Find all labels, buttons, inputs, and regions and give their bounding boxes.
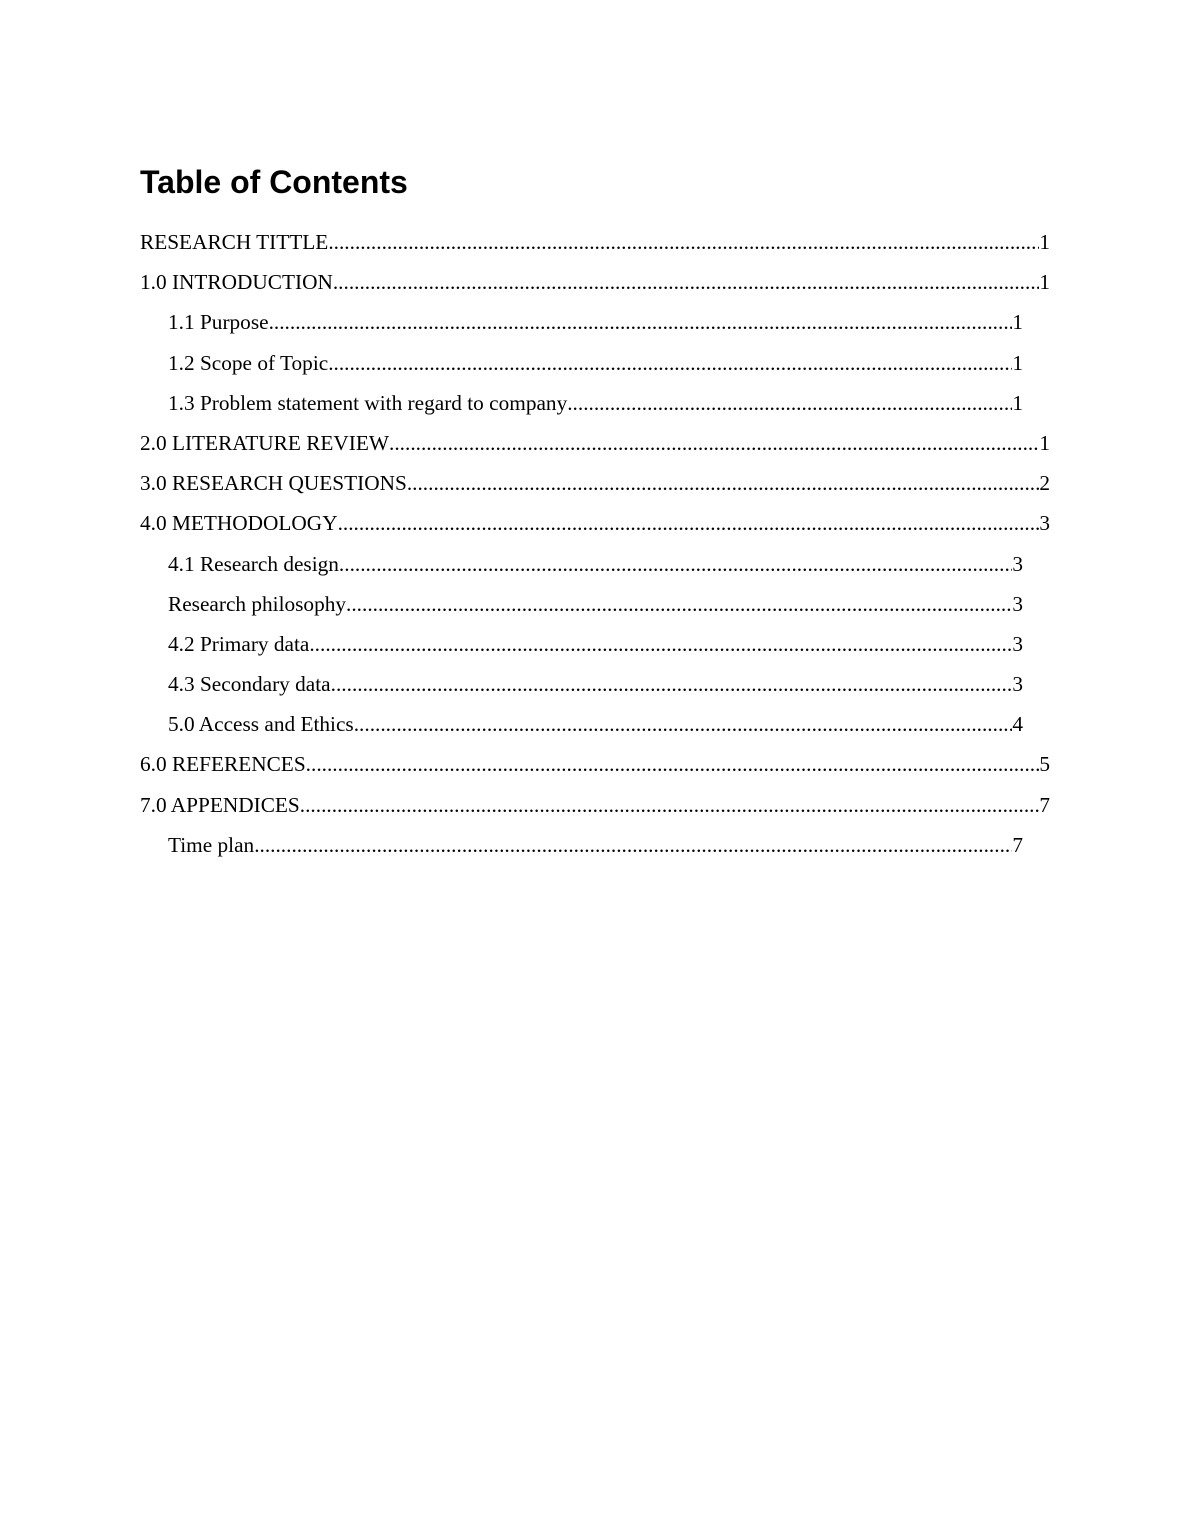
toc-entry-page-number: 5: [1039, 752, 1050, 777]
toc-dot-leader: [306, 747, 1040, 781]
toc-entry-page-number: 3: [1012, 631, 1023, 656]
toc-entry-row: [168, 707, 1023, 741]
toc-entry-title: 4.0 METHODOLOGY: [140, 511, 338, 536]
toc-entry-page-number: 4: [1012, 712, 1023, 737]
toc-entry[interactable]: [0, 747, 1190, 787]
toc-dot-leader: [389, 426, 1039, 460]
toc-dot-leader: [269, 305, 1013, 339]
toc-entry-row: [140, 426, 1050, 460]
toc-entry[interactable]: [0, 225, 1190, 265]
toc-entry-row: [140, 466, 1050, 500]
toc-entry-page-number: 1: [1012, 350, 1023, 375]
toc-entry-page-number: 3: [1039, 511, 1050, 536]
toc-entry-title: RESEARCH TITTLE: [140, 230, 329, 254]
toc-entry-page-number: 2: [1039, 471, 1050, 496]
toc-entry[interactable]: [0, 707, 1190, 747]
toc-entry-page-number: 1: [1039, 230, 1050, 254]
toc-entry-page-number: 1: [1012, 390, 1023, 415]
toc-entry-row: [168, 386, 1023, 420]
toc-entry-page-number: 3: [1012, 551, 1023, 576]
toc-dot-leader: [407, 466, 1040, 500]
toc-dot-leader: [328, 225, 1039, 259]
toc-dot-leader: [328, 346, 1012, 380]
toc-dot-leader: [254, 828, 1012, 862]
toc-entry-row: [168, 828, 1023, 862]
toc-entry-page-number: 3: [1012, 591, 1023, 616]
toc-entry-title: 4.1 Research design: [168, 551, 339, 576]
toc-entry-title: 4.2 Primary data: [168, 631, 310, 656]
toc-dot-leader: [331, 667, 1013, 701]
toc-entry[interactable]: [0, 667, 1190, 707]
toc-entry-page-number: 3: [1012, 672, 1023, 697]
toc-entry-title: 7.0 APPENDICES: [140, 792, 300, 817]
toc-entry-page-number: 7: [1012, 832, 1023, 857]
toc-entry-page-number: 1: [1012, 310, 1023, 335]
toc-entry[interactable]: [0, 627, 1190, 667]
toc-dot-leader: [338, 506, 1040, 540]
toc-entry-page-number: 7: [1039, 792, 1050, 817]
toc-entry-page-number: 1: [1039, 270, 1050, 295]
toc-entry-title: 4.3 Secondary data: [168, 672, 331, 697]
toc-entry[interactable]: [0, 587, 1190, 627]
toc-entry-row: [168, 547, 1023, 581]
toc-entry[interactable]: [0, 506, 1190, 546]
toc-entry-title: 2.0 LITERATURE REVIEW: [140, 430, 390, 455]
toc-entry-row: [140, 788, 1050, 822]
toc-entry-title: Research philosophy: [168, 591, 347, 616]
toc-entry-title: 1.1 Purpose: [168, 310, 269, 335]
toc-entry-page-number: 1: [1039, 430, 1050, 455]
toc-entry-row: [168, 627, 1023, 661]
toc-entry-title: 1.2 Scope of Topic: [168, 350, 329, 375]
toc-entry[interactable]: [0, 466, 1190, 506]
toc-entry[interactable]: [0, 547, 1190, 587]
toc-list: [0, 225, 1190, 868]
toc-entry-title: Time plan: [168, 832, 255, 857]
toc-dot-leader: [309, 627, 1012, 661]
toc-entry-title: 3.0 RESEARCH QUESTIONS: [140, 471, 407, 496]
toc-entry-row: [168, 346, 1023, 380]
toc-entry[interactable]: [0, 828, 1190, 868]
toc-entry-row: [168, 305, 1023, 339]
toc-entry-title: 6.0 REFERENCES: [140, 752, 306, 777]
toc-dot-leader: [300, 788, 1040, 822]
toc-entry[interactable]: [0, 265, 1190, 305]
toc-entry-row: [140, 747, 1050, 781]
toc-entry-title: 5.0 Access and Ethics: [168, 712, 354, 737]
toc-entry-title: 1.0 INTRODUCTION: [140, 270, 333, 295]
toc-entry-row: [168, 587, 1023, 621]
toc-dot-leader: [346, 587, 1012, 621]
toc-entry[interactable]: [0, 305, 1190, 345]
toc-dot-leader: [567, 386, 1012, 420]
toc-entry-row: [140, 265, 1050, 299]
toc-heading: Table of Contents: [140, 164, 408, 200]
toc-entry[interactable]: [0, 346, 1190, 386]
toc-entry[interactable]: [0, 386, 1190, 426]
toc-entry-row: [168, 667, 1023, 701]
toc-entry[interactable]: [0, 788, 1190, 828]
toc-entry[interactable]: [0, 426, 1190, 466]
toc-entry-row: [140, 225, 1050, 259]
toc-entry-row: [140, 506, 1050, 540]
toc-dot-leader: [339, 547, 1012, 581]
toc-entry-title: 1.3 Problem statement with regard to company: [168, 390, 568, 415]
toc-dot-leader: [354, 707, 1013, 741]
toc-dot-leader: [333, 265, 1040, 299]
